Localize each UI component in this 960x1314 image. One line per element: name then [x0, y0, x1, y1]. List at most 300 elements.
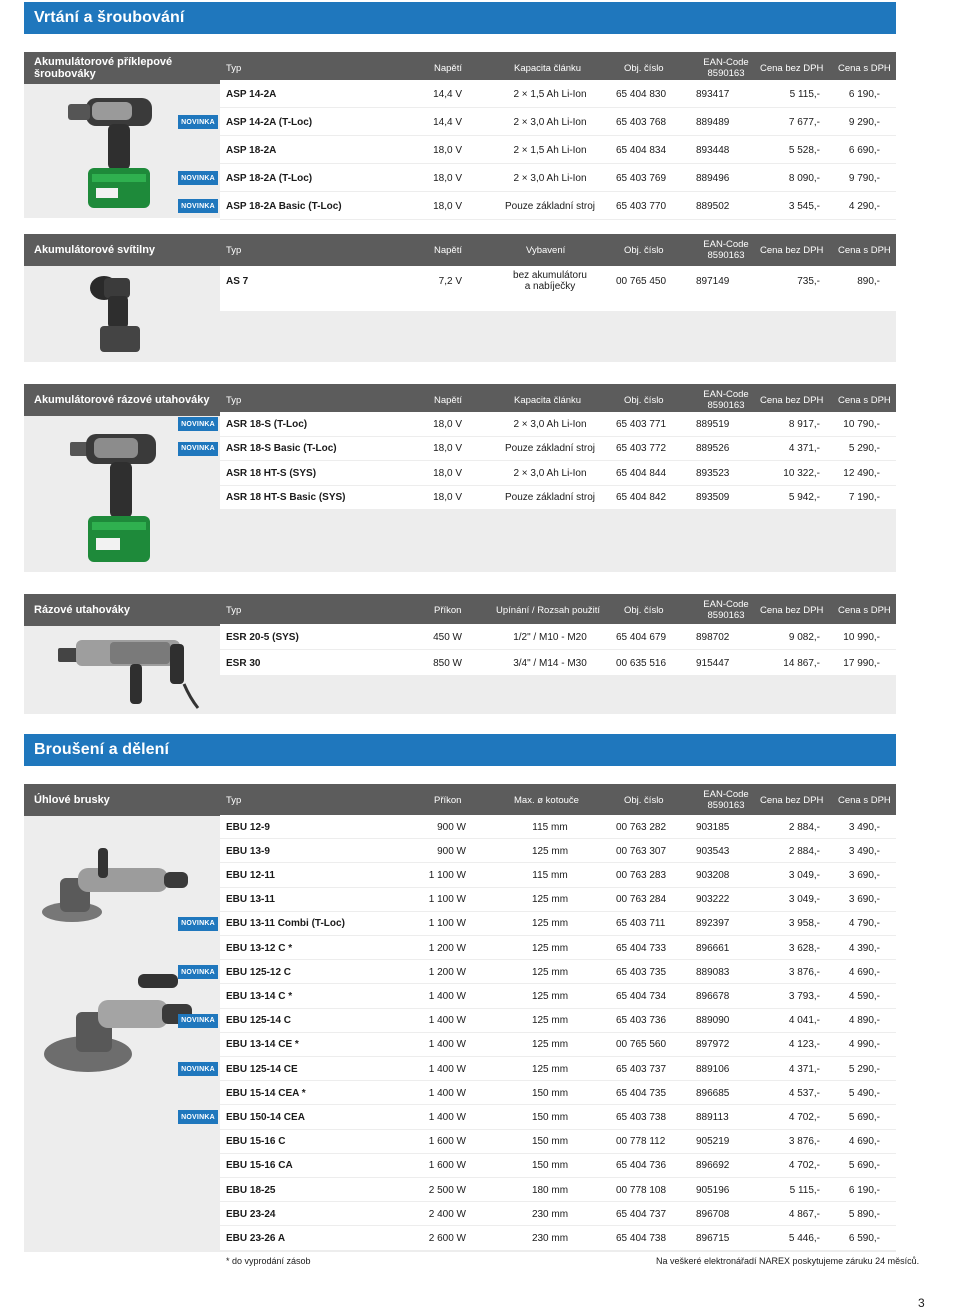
cell-prikon: 1 400 W	[428, 1015, 466, 1027]
section-title: Akumulátorové rázové utahováky	[34, 394, 210, 406]
col-header-vybaveni: Vybavení	[526, 244, 566, 256]
cell-bez-dph: 3 545,-	[788, 200, 820, 212]
table-row	[24, 412, 896, 437]
cell-bez-dph: 4 371,-	[788, 443, 820, 455]
cell-max-kotouc: 150 mm	[531, 1160, 569, 1172]
cell-bez-dph: 3 793,-	[788, 990, 820, 1002]
cell-typ: EBU 13-12 C *	[226, 942, 293, 954]
cell-bez-dph: 5 115,-	[789, 88, 820, 100]
cell-ean: 889526	[696, 443, 730, 455]
cell-prikon: 2 400 W	[428, 1208, 466, 1220]
cell-s-dph: 3 490,-	[848, 821, 880, 833]
section-aku-impact-wrenches	[24, 384, 896, 572]
table-row	[24, 1105, 896, 1129]
cell-prikon: 1 600 W	[428, 1136, 466, 1148]
cell-bez-dph: 4 041,-	[788, 1015, 820, 1027]
cell-ean: 889489	[696, 116, 730, 128]
cell-ean: 898702	[696, 631, 730, 643]
cell-s-dph: 9 790,-	[848, 172, 880, 184]
cell-bez-dph: 5 446,-	[788, 1232, 820, 1244]
table-row	[24, 650, 896, 676]
cell-bez-dph: 3 876,-	[788, 966, 820, 978]
cell-s-dph: 4 690,-	[848, 1136, 880, 1148]
col-header-bez-dph: Cena bez DPH	[760, 794, 824, 806]
cell-s-dph: 4 790,-	[848, 918, 880, 930]
col-header-napeti: Napětí	[434, 394, 462, 406]
cell-max-kotouc: 150 mm	[531, 1111, 569, 1123]
cell-typ: EBU 15-14 CEA *	[226, 1087, 306, 1099]
novinka-badge: NOVINKA	[178, 417, 218, 431]
col-header-upinani: Upínání / Rozsah použití	[496, 604, 601, 616]
cell-napeti: 18,0 V	[433, 172, 462, 184]
cell-bez-dph: 2 884,-	[788, 821, 820, 833]
cell-ean: 896661	[696, 942, 730, 954]
cell-max-kotouc: 125 mm	[531, 1063, 569, 1075]
cell-s-dph: 4 690,-	[848, 966, 880, 978]
cell-bez-dph: 4 702,-	[788, 1111, 820, 1123]
cell-bez-dph: 3 958,-	[788, 918, 820, 930]
cell-ean: 896678	[696, 990, 730, 1002]
cell-obj: 65 404 736	[616, 1160, 667, 1172]
cell-s-dph: 9 290,-	[848, 116, 880, 128]
cell-s-dph: 5 290,-	[848, 1063, 880, 1075]
cell-napeti: 14,4 V	[433, 88, 462, 100]
cell-bez-dph: 5 528,-	[788, 144, 820, 156]
col-header-obj: Obj. číslo	[624, 62, 664, 74]
cell-obj: 65 403 736	[616, 1015, 667, 1027]
col-header-obj: Obj. číslo	[624, 244, 664, 256]
table-row	[24, 486, 896, 511]
cell-bez-dph: 3 628,-	[788, 942, 820, 954]
cell-obj: 65 404 679	[616, 631, 667, 643]
cell-ean: 896692	[696, 1160, 730, 1172]
cell-typ: ASP 14-2A (T-Loc)	[226, 116, 313, 128]
cell-typ: AS 7	[226, 275, 249, 287]
cell-s-dph: 3 690,-	[848, 869, 880, 881]
cell-s-dph: 17 990,-	[843, 657, 880, 669]
cell-obj: 00 778 112	[616, 1136, 666, 1148]
cell-ean: 889496	[696, 172, 730, 184]
cell-s-dph: 5 690,-	[848, 1160, 880, 1172]
col-header-s-dph: Cena s DPH	[838, 62, 891, 74]
cell-obj: 65 404 737	[616, 1208, 667, 1220]
table-row	[24, 437, 896, 462]
cell-typ: EBU 12-9	[226, 821, 270, 833]
cell-typ: EBU 13-11	[226, 894, 275, 906]
col-header-ean: EAN-Code 8590163	[703, 57, 749, 79]
cell-typ: ESR 30	[226, 657, 261, 669]
novinka-badge: NOVINKA	[178, 917, 218, 931]
col-header-napeti: Napětí	[434, 244, 462, 256]
cell-obj: 65 403 772	[616, 443, 667, 455]
table-row	[24, 1081, 896, 1105]
cell-obj: 65 403 711	[616, 918, 666, 930]
cell-ean: 892397	[696, 918, 730, 930]
table-header	[24, 234, 896, 266]
cell-kapacita: Pouze základní stroj	[504, 200, 596, 212]
cell-bez-dph: 735,-	[797, 275, 820, 287]
cell-obj: 00 765 560	[616, 1039, 667, 1051]
cell-prikon: 1 200 W	[428, 966, 466, 978]
table-row	[24, 624, 896, 650]
cell-typ: EBU 150-14 CEA	[226, 1111, 305, 1123]
cell-obj: 00 763 284	[616, 894, 667, 906]
cell-s-dph: 5 890,-	[848, 1208, 880, 1220]
cell-s-dph: 5 690,-	[848, 1111, 880, 1123]
cell-typ: EBU 125-14 CE	[226, 1063, 298, 1075]
table-row	[24, 192, 896, 220]
cell-max-kotouc: 125 mm	[531, 942, 569, 954]
cell-prikon: 850 W	[433, 657, 462, 669]
cell-bez-dph: 3 049,-	[788, 869, 820, 881]
cell-napeti: 18,0 V	[433, 492, 462, 504]
col-header-typ: Typ	[226, 62, 242, 74]
novinka-badge: NOVINKA	[178, 171, 218, 185]
cell-s-dph: 7 190,-	[848, 492, 880, 504]
cell-ean: 893417	[696, 88, 730, 100]
cell-bez-dph: 8 917,-	[788, 418, 820, 430]
footnote-clearance: * do vyprodání zásob	[226, 1256, 311, 1266]
cell-upinani: 3/4" / M14 - M30	[513, 657, 587, 669]
table-row	[24, 912, 896, 936]
cell-typ: EBU 13-14 CE *	[226, 1039, 299, 1051]
cell-kapacita: 2 × 1,5 Ah Li-Ion	[513, 144, 587, 156]
cell-ean: 896708	[696, 1208, 730, 1220]
cell-obj: 65 404 734	[616, 990, 667, 1002]
table-row	[24, 984, 896, 1008]
cell-obj: 65 404 733	[616, 942, 667, 954]
cell-prikon: 2 600 W	[428, 1232, 466, 1244]
cell-ean: 889090	[696, 1015, 730, 1027]
cell-typ: EBU 12-11	[226, 869, 275, 881]
cell-ean: 903185	[696, 821, 730, 833]
cell-bez-dph: 4 371,-	[788, 1063, 820, 1075]
col-header-kapacita: Kapacita článku	[514, 62, 582, 74]
col-header-ean: EAN-Code 8590163	[703, 789, 749, 811]
table-header	[24, 594, 896, 626]
cell-max-kotouc: 125 mm	[531, 1015, 569, 1027]
col-header-napeti: Napětí	[434, 62, 462, 74]
table-row	[24, 815, 896, 839]
novinka-badge: NOVINKA	[178, 442, 218, 456]
table-row	[24, 136, 896, 164]
col-header-obj: Obj. číslo	[624, 394, 664, 406]
col-header-obj: Obj. číslo	[624, 794, 664, 806]
section-aku-screwdrivers	[24, 52, 896, 218]
cell-obj: 65 404 735	[616, 1087, 667, 1099]
cell-bez-dph: 4 123,-	[788, 1039, 820, 1051]
novinka-badge: NOVINKA	[178, 1014, 218, 1028]
novinka-badge: NOVINKA	[178, 199, 218, 213]
cell-s-dph: 6 690,-	[848, 144, 880, 156]
cell-prikon: 1 400 W	[428, 990, 466, 1002]
cell-obj: 00 763 282	[616, 821, 667, 833]
cell-typ: EBU 15-16 CA	[226, 1160, 293, 1172]
cell-napeti: 18,0 V	[433, 144, 462, 156]
cell-prikon: 1 100 W	[428, 918, 466, 930]
cell-kapacita: 2 × 3,0 Ah Li-Ion	[513, 172, 587, 184]
table-row	[24, 164, 896, 192]
table-row	[24, 80, 896, 108]
cell-ean: 896715	[696, 1232, 730, 1244]
cell-s-dph: 3 690,-	[848, 894, 880, 906]
cell-obj: 65 403 770	[616, 200, 667, 212]
cell-typ: ESR 20-5 (SYS)	[226, 631, 299, 643]
cell-s-dph: 5 290,-	[848, 443, 880, 455]
table-row	[24, 1033, 896, 1057]
table-row	[24, 863, 896, 887]
col-header-bez-dph: Cena bez DPH	[760, 244, 824, 256]
section-title: Akumulátorové příklepové šroubováky	[34, 56, 173, 80]
section-title: Rázové utahováky	[34, 604, 130, 616]
cell-prikon: 1 100 W	[428, 894, 466, 906]
cell-ean: 915447	[696, 657, 730, 669]
cell-napeti: 18,0 V	[433, 418, 462, 430]
table-row	[24, 960, 896, 984]
cell-prikon: 1 600 W	[428, 1160, 466, 1172]
cell-obj: 00 765 450	[616, 275, 667, 287]
cell-max-kotouc: 150 mm	[531, 1087, 569, 1099]
cell-ean: 889106	[696, 1063, 730, 1075]
col-header-bez-dph: Cena bez DPH	[760, 394, 824, 406]
cell-max-kotouc: 230 mm	[531, 1208, 569, 1220]
cell-bez-dph: 3 049,-	[788, 894, 820, 906]
cell-ean: 889113	[696, 1111, 729, 1123]
cell-obj: 65 404 738	[616, 1232, 667, 1244]
cell-max-kotouc: 125 mm	[531, 990, 569, 1002]
cell-bez-dph: 4 702,-	[788, 1160, 820, 1172]
cell-kapacita: 2 × 3,0 Ah Li-Ion	[513, 116, 587, 128]
cell-s-dph: 5 490,-	[848, 1087, 880, 1099]
cell-napeti: 7,2 V	[438, 275, 462, 287]
col-header-typ: Typ	[226, 394, 242, 406]
col-header-typ: Typ	[226, 604, 242, 616]
col-header-prikon: Příkon	[434, 794, 462, 806]
cell-bez-dph: 4 537,-	[788, 1087, 820, 1099]
col-header-bez-dph: Cena bez DPH	[760, 604, 824, 616]
cell-ean: 889519	[696, 418, 730, 430]
section-impact-wrenches	[24, 594, 896, 714]
table-row	[24, 1226, 896, 1250]
cell-kapacita: Pouze základní stroj	[504, 492, 596, 504]
cell-obj: 65 404 830	[616, 88, 667, 100]
cell-upinani: 1/2" / M10 - M20	[513, 631, 587, 643]
cell-obj: 65 403 768	[616, 116, 667, 128]
col-header-obj: Obj. číslo	[624, 604, 664, 616]
cell-ean: 896685	[696, 1087, 730, 1099]
cell-obj: 65 403 737	[616, 1063, 667, 1075]
cell-napeti: 14,4 V	[433, 116, 462, 128]
cell-prikon: 1 400 W	[428, 1087, 466, 1099]
cell-max-kotouc: 125 mm	[531, 966, 569, 978]
cell-ean: 905219	[696, 1136, 730, 1148]
cell-prikon: 1 400 W	[428, 1039, 466, 1051]
cell-ean: 893509	[696, 492, 730, 504]
cell-s-dph: 6 190,-	[848, 88, 880, 100]
table-row	[24, 1130, 896, 1154]
cell-s-dph: 10 790,-	[843, 418, 880, 430]
cell-napeti: 18,0 V	[433, 467, 462, 479]
cell-typ: EBU 23-24	[226, 1208, 276, 1220]
cell-typ: EBU 125-12 C	[226, 966, 292, 978]
cell-typ: ASP 18-2A	[226, 144, 277, 156]
section-title: Úhlové brusky	[34, 794, 110, 806]
cell-obj: 65 404 842	[616, 492, 667, 504]
col-header-ean: EAN-Code 8590163	[703, 239, 749, 261]
cell-obj: 65 404 834	[616, 144, 667, 156]
table-row	[24, 461, 896, 486]
cell-typ: ASR 18 HT-S Basic (SYS)	[226, 492, 346, 504]
cell-typ: EBU 15-16 C	[226, 1136, 286, 1148]
cell-max-kotouc: 125 mm	[531, 894, 569, 906]
col-header-prikon: Příkon	[434, 604, 462, 616]
table-row	[24, 1057, 896, 1081]
col-header-typ: Typ	[226, 244, 242, 256]
cell-ean: 889083	[696, 966, 730, 978]
cell-max-kotouc: 125 mm	[531, 845, 569, 857]
cell-prikon: 450 W	[433, 631, 462, 643]
cell-bez-dph: 7 677,-	[788, 116, 820, 128]
novinka-badge: NOVINKA	[178, 965, 218, 979]
cell-napeti: 18,0 V	[433, 443, 462, 455]
table-row	[24, 1009, 896, 1033]
cell-ean: 893523	[696, 467, 730, 479]
table-row	[24, 1154, 896, 1178]
cell-kapacita: 2 × 3,0 Ah Li-Ion	[513, 418, 587, 430]
cell-typ: ASR 18-S (T-Loc)	[226, 418, 308, 430]
table-row	[24, 936, 896, 960]
cell-typ: ASR 18-S Basic (T-Loc)	[226, 443, 337, 455]
cell-typ: EBU 13-9	[226, 845, 270, 857]
col-header-s-dph: Cena s DPH	[838, 604, 891, 616]
cell-max-kotouc: 180 mm	[531, 1184, 569, 1196]
cell-max-kotouc: 230 mm	[531, 1232, 569, 1244]
cell-bez-dph: 5 942,-	[788, 492, 820, 504]
cell-max-kotouc: 150 mm	[531, 1136, 569, 1148]
col-header-ean: EAN-Code 8590163	[703, 599, 749, 621]
cell-bez-dph: 4 867,-	[788, 1208, 820, 1220]
cell-obj: 65 403 769	[616, 172, 667, 184]
cell-s-dph: 6 590,-	[848, 1232, 880, 1244]
table-row	[24, 1202, 896, 1226]
cell-s-dph: 3 490,-	[848, 845, 880, 857]
novinka-badge: NOVINKA	[178, 115, 218, 129]
cell-typ: ASP 18-2A Basic (T-Loc)	[226, 200, 342, 212]
cell-obj: 65 403 738	[616, 1111, 667, 1123]
col-header-kapacita: Kapacita článku	[514, 394, 582, 406]
cell-bez-dph: 2 884,-	[788, 845, 820, 857]
cell-obj: 00 763 283	[616, 869, 667, 881]
cell-bez-dph: 5 115,-	[789, 1184, 820, 1196]
cell-typ: EBU 13-11 Combi (T-Loc)	[226, 918, 345, 930]
table-row	[24, 888, 896, 912]
page-number: 3	[918, 1296, 925, 1310]
cell-prikon: 1 100 W	[428, 869, 466, 881]
cell-bez-dph: 8 090,-	[788, 172, 820, 184]
cell-kapacita: Pouze základní stroj	[504, 443, 596, 455]
cell-s-dph: 4 290,-	[848, 200, 880, 212]
cell-bez-dph: 3 876,-	[788, 1136, 820, 1148]
cell-s-dph: 10 990,-	[843, 631, 880, 643]
table-header	[24, 784, 896, 816]
cell-s-dph: 4 390,-	[848, 942, 880, 954]
cell-obj: 00 778 108	[616, 1184, 667, 1196]
col-header-s-dph: Cena s DPH	[838, 394, 891, 406]
cell-ean: 897149	[696, 275, 730, 287]
table-row	[24, 108, 896, 136]
cell-obj: 65 404 844	[616, 467, 667, 479]
section-aku-flashlights	[24, 234, 896, 362]
cell-prikon: 1 200 W	[428, 942, 466, 954]
cell-obj: 65 403 735	[616, 966, 667, 978]
cell-max-kotouc: 125 mm	[531, 918, 569, 930]
cell-typ: EBU 13-14 C *	[226, 990, 293, 1002]
section-title: Akumulátorové svítilny	[34, 244, 156, 256]
cell-typ: EBU 18-25	[226, 1184, 276, 1196]
cell-prikon: 900 W	[437, 821, 466, 833]
cell-ean: 889502	[696, 200, 730, 212]
cell-obj: 65 403 771	[616, 418, 667, 430]
cell-s-dph: 12 490,-	[843, 467, 880, 479]
section-band-grinding: Broušení a dělení	[24, 734, 896, 766]
table-row	[24, 839, 896, 863]
cell-max-kotouc: 115 mm	[532, 821, 568, 833]
cell-s-dph: 890,-	[857, 275, 880, 287]
cell-s-dph: 4 590,-	[848, 990, 880, 1002]
cell-vybaveni: bez akumulátoru a nabíječky	[513, 270, 587, 292]
col-header-typ: Typ	[226, 794, 242, 806]
cell-napeti: 18,0 V	[433, 200, 462, 212]
footnote-warranty: Na veškeré elektronářadí NAREX poskytujeme záruku 24 měsíců.	[656, 1256, 920, 1266]
col-header-max-kotouc: Max. ø kotouče	[514, 794, 579, 806]
cell-prikon: 900 W	[437, 845, 466, 857]
table-row	[24, 266, 896, 312]
cell-prikon: 1 400 W	[428, 1111, 466, 1123]
cell-typ: ASP 14-2A	[226, 88, 277, 100]
cell-typ: EBU 23-26 A	[226, 1232, 286, 1244]
cell-s-dph: 6 190,-	[848, 1184, 880, 1196]
cell-prikon: 2 500 W	[428, 1184, 466, 1196]
cell-bez-dph: 14 867,-	[783, 657, 820, 669]
cell-s-dph: 4 990,-	[848, 1039, 880, 1051]
novinka-badge: NOVINKA	[178, 1110, 218, 1124]
cell-max-kotouc: 125 mm	[531, 1039, 569, 1051]
cell-ean: 897972	[696, 1039, 730, 1051]
cell-s-dph: 4 890,-	[848, 1015, 880, 1027]
col-header-bez-dph: Cena bez DPH	[760, 62, 824, 74]
cell-obj: 00 635 516	[616, 657, 667, 669]
cell-obj: 00 763 307	[616, 845, 667, 857]
cell-bez-dph: 10 322,-	[783, 467, 820, 479]
table-row	[24, 1178, 896, 1202]
cell-ean: 903222	[696, 894, 730, 906]
cell-typ: ASR 18 HT-S (SYS)	[226, 467, 317, 479]
col-header-s-dph: Cena s DPH	[838, 244, 891, 256]
cell-ean: 903543	[696, 845, 730, 857]
novinka-badge: NOVINKA	[178, 1062, 218, 1076]
section-band-drilling: Vrtání a šroubování	[24, 2, 896, 34]
cell-ean: 893448	[696, 144, 730, 156]
cell-max-kotouc: 115 mm	[532, 869, 568, 881]
cell-prikon: 1 400 W	[428, 1063, 466, 1075]
col-header-s-dph: Cena s DPH	[838, 794, 891, 806]
cell-bez-dph: 9 082,-	[788, 631, 820, 643]
cell-typ: EBU 125-14 C	[226, 1015, 292, 1027]
cell-typ: ASP 18-2A (T-Loc)	[226, 172, 313, 184]
col-header-ean: EAN-Code 8590163	[703, 389, 749, 411]
section-angle-grinders	[24, 784, 896, 1252]
cell-kapacita: 2 × 3,0 Ah Li-Ion	[513, 467, 587, 479]
